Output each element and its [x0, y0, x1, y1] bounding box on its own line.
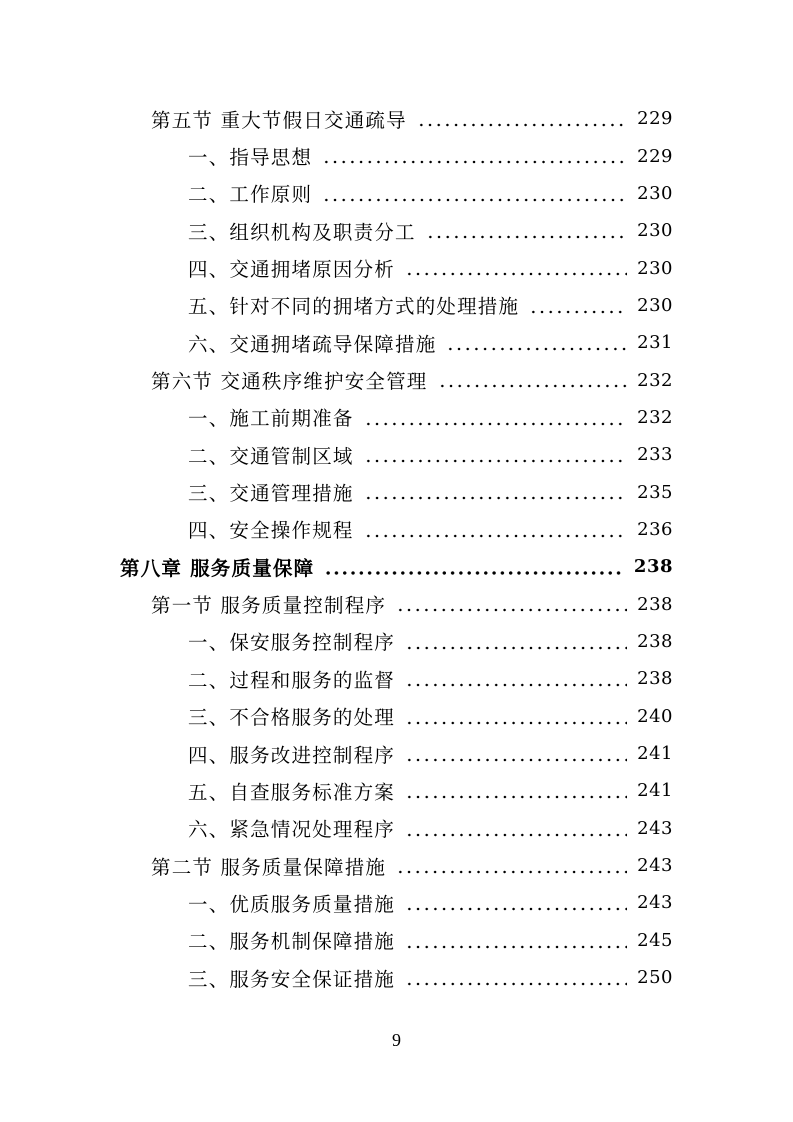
toc-section [0, 361, 793, 398]
toc-entry-label: 第二节 服务质量保障措施 [151, 855, 387, 879]
leader-dots [403, 660, 627, 697]
toc-item [0, 324, 793, 361]
leader-dots [403, 772, 627, 809]
toc-entry-page: 230 [637, 182, 673, 204]
toc-entry-label: 三、服务安全保证措施 [188, 967, 396, 991]
toc-entry-label: 四、交通拥堵原因分析 [188, 258, 396, 282]
leader-dots [444, 324, 627, 361]
toc-item [0, 810, 793, 847]
leader-dots [424, 212, 627, 249]
table-of-contents [0, 100, 793, 996]
leader-dots [527, 287, 627, 324]
toc-entry-label: 第八章 服务质量保障 [120, 556, 315, 580]
leader-dots [320, 137, 627, 174]
toc-entry-label: 一、施工前期准备 [188, 407, 354, 431]
toc-entry-page: 230 [637, 294, 673, 316]
toc-entry-page: 238 [637, 668, 673, 690]
leader-dots [362, 473, 628, 510]
toc-entry-label: 六、紧急情况处理程序 [188, 818, 396, 842]
toc-entry-page: 236 [637, 518, 673, 540]
toc-item [0, 772, 793, 809]
leader-dots [403, 249, 627, 286]
toc-item [0, 249, 793, 286]
toc-item [0, 660, 793, 697]
toc-item [0, 959, 793, 996]
toc-entry-label: 一、优质服务质量措施 [188, 892, 396, 916]
leader-dots [322, 548, 624, 585]
toc-entry-page: 238 [637, 630, 673, 652]
toc-entry-page: 238 [637, 593, 673, 615]
toc-entry-page: 229 [637, 108, 673, 130]
toc-entry-label: 三、不合格服务的处理 [188, 706, 396, 730]
toc-entry-label: 二、过程和服务的监督 [188, 668, 396, 692]
leader-dots [394, 585, 627, 622]
leader-dots [403, 623, 627, 660]
toc-entry-page: 243 [637, 892, 673, 914]
leader-dots [436, 361, 628, 398]
toc-entry-page: 241 [637, 743, 673, 765]
toc-entry-label: 第一节 服务质量控制程序 [151, 594, 387, 618]
toc-entry-page: 232 [637, 369, 673, 391]
leader-dots [403, 698, 627, 735]
toc-chapter [0, 548, 793, 585]
toc-entry-label: 六、交通拥堵疏导保障措施 [188, 332, 437, 356]
toc-entry-label: 四、安全操作规程 [188, 519, 354, 543]
toc-entry-label: 五、针对不同的拥堵方式的处理措施 [188, 295, 520, 319]
leader-dots [403, 922, 627, 959]
toc-item [0, 623, 793, 660]
toc-entry-page: 235 [637, 481, 673, 503]
toc-item [0, 511, 793, 548]
toc-item [0, 212, 793, 249]
toc-item [0, 884, 793, 921]
toc-entry-page: 230 [637, 257, 673, 279]
toc-item [0, 922, 793, 959]
toc-entry-label: 第五节 重大节假日交通疏导 [151, 108, 407, 132]
toc-entry-label: 二、工作原则 [188, 183, 313, 207]
toc-entry-label: 二、服务机制保障措施 [188, 930, 396, 954]
toc-entry-label: 五、自查服务标准方案 [188, 780, 396, 804]
leader-dots [403, 884, 627, 921]
toc-entry-label: 四、服务改进控制程序 [188, 743, 396, 767]
leader-dots [362, 399, 628, 436]
toc-entry-label: 第六节 交通秩序维护安全管理 [151, 370, 428, 394]
toc-entry-page: 241 [637, 780, 673, 802]
toc-item [0, 175, 793, 212]
leader-dots [403, 735, 627, 772]
toc-section [0, 585, 793, 622]
toc-entry-label: 三、组织机构及职责分工 [188, 220, 416, 244]
leader-dots [403, 810, 627, 847]
toc-entry-page: 243 [637, 817, 673, 839]
toc-entry-page: 229 [637, 145, 673, 167]
leader-dots [362, 436, 628, 473]
toc-entry-page: 232 [637, 406, 673, 428]
toc-entry-page: 231 [637, 332, 673, 354]
toc-item [0, 436, 793, 473]
toc-section [0, 847, 793, 884]
toc-item [0, 735, 793, 772]
leader-dots [403, 959, 627, 996]
leader-dots [415, 100, 627, 137]
toc-item [0, 399, 793, 436]
toc-entry-page: 250 [637, 967, 673, 989]
toc-entry-page: 230 [637, 220, 673, 242]
toc-entry-page: 238 [633, 556, 673, 578]
toc-entry-label: 一、保安服务控制程序 [188, 631, 396, 655]
toc-entry-page: 233 [637, 444, 673, 466]
toc-section [0, 100, 793, 137]
toc-entry-page: 240 [637, 705, 673, 727]
toc-item [0, 137, 793, 174]
leader-dots [394, 847, 627, 884]
toc-entry-page: 245 [637, 929, 673, 951]
leader-dots [362, 511, 628, 548]
toc-item [0, 287, 793, 324]
leader-dots [320, 175, 627, 212]
toc-item [0, 698, 793, 735]
toc-entry-label: 三、交通管理措施 [188, 482, 354, 506]
toc-item [0, 473, 793, 510]
toc-entry-page: 243 [637, 855, 673, 877]
page-number: 9 [392, 1030, 401, 1050]
toc-entry-label: 二、交通管制区域 [188, 444, 354, 468]
toc-entry-label: 一、指导思想 [188, 146, 313, 170]
